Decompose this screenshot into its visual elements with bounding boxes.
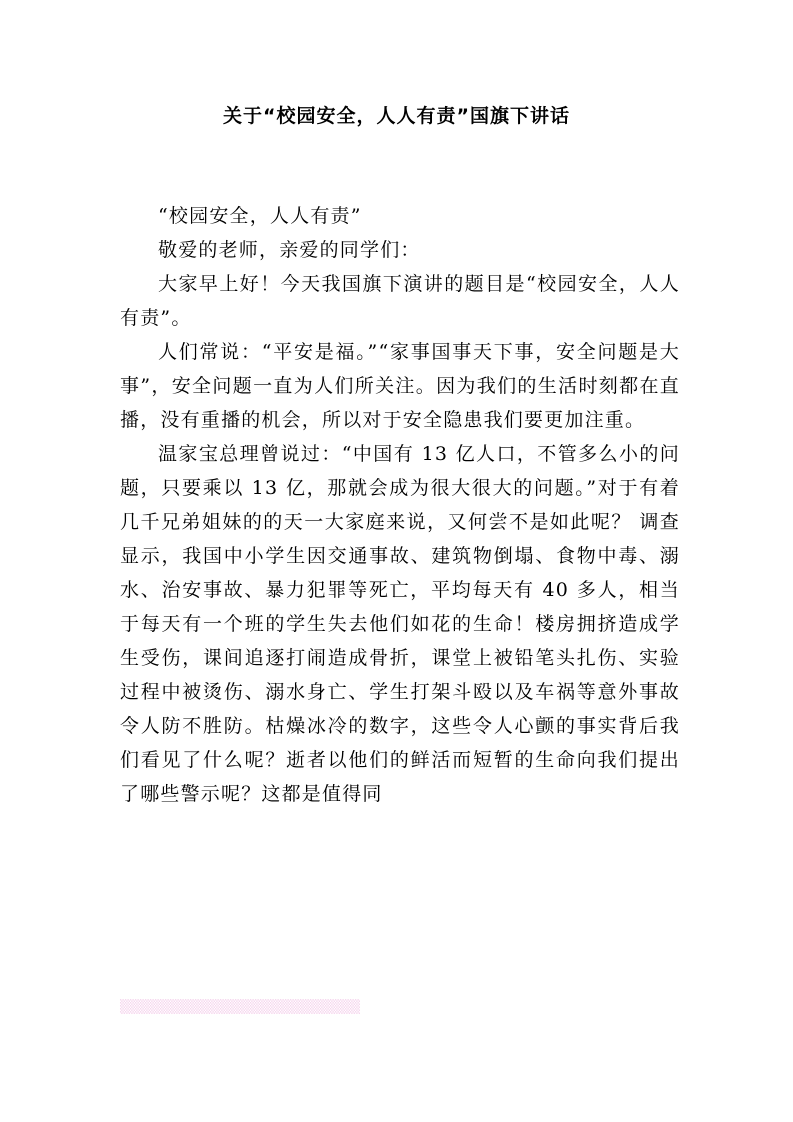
paragraph-greeting: 敬爱的老师，亲爱的同学们： [158, 239, 421, 261]
document-body [120, 199, 680, 811]
paragraph-saying: 人们常说：“平安是福。”“家事国事天下事，安全问题是大事”，安全问题一直为人们所关注。因为我们的生活时刻都在直播，没有重播的机会，所以对于安全隐患我们要更加注重。 [120, 341, 680, 431]
paragraph-statistics: 温家宝总理曾说过：“中国有 13 亿人口，不管多么小的问题，只要乘以 13 亿，那就会成为很大很大的问题。”对于有着几千兄弟姐妹的的天一大家庭来说，又何尝不是如此呢？ 调查显示，我国中小学生因交通事故、建筑物倒塌、食物中毒、溺水、治安事故、暴力犯罪等死亡，平均每天有 40 多人，相当于每天有一个班的学生失去他们如花的生命！楼房拥挤造成学生受伤，课间追逐打闹造成骨折，课堂上被铅笔头扎伤、实验过程中被烫伤、溺水身亡、学生打架斗殴以及车祸等意外事故令人防不胜防。枯燥冰冷的数字，这些令人心颤的事实背后我们看见了什么呢？逝者以他们的鲜活而短暂的生命向我们提出了哪些警示呢？这都是值得同 [120, 443, 680, 805]
faint-cut-off-line: ▒▒▒▒▒▒▒▒▒▒▒▒▒▒▒▒▒▒▒▒▒▒▒▒ [120, 1000, 360, 1015]
paragraph-subtitle: “校园安全，人人有责” [158, 205, 362, 227]
document-title: 关于“校园安全，人人有责”国旗下讲话 [223, 105, 570, 127]
paragraph-intro: 大家早上好！今天我国旗下演讲的题目是“校园安全，人人有责”。 [120, 273, 680, 329]
